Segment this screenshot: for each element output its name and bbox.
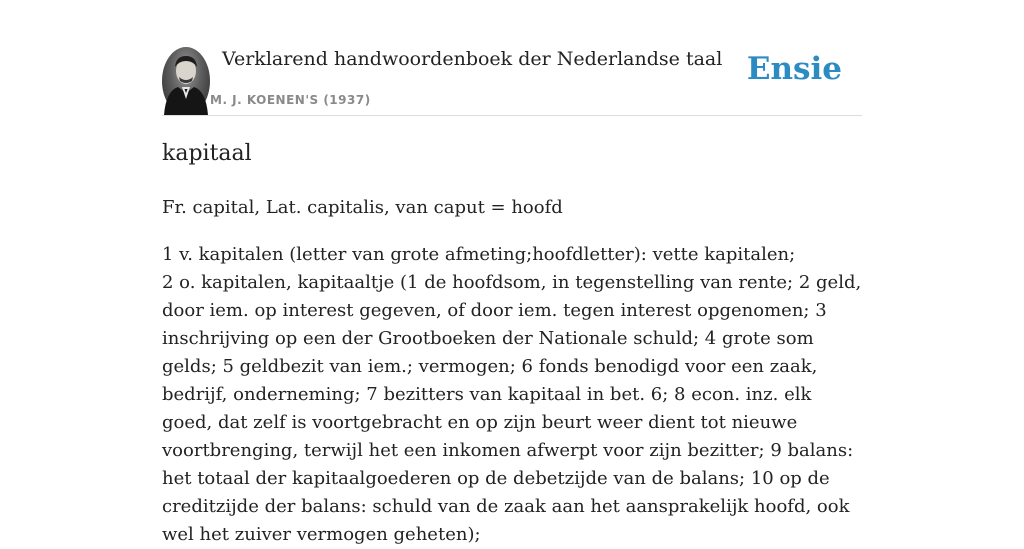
dictionary-header: [162, 46, 862, 116]
brand-logo[interactable]: Ensie: [746, 51, 842, 87]
author-label: M. J. KOENEN'S (1937): [210, 93, 371, 107]
definition-item: 2 o. kapitalen, kapitaaltje (1 de hoofdsom, in tegenstelling van rente; 2 geld, door iem. op interest gegeven, of door iem. tegen interest opgenomen; 3 inschrijving op een der Grootboeken der Nationale schuld; 4 grote som gelds; 5 geldbezit van iem.; vermogen; 6 fonds benodigd voor een zaak, bedrijf, onderneming; 7 bezitters van kapitaal in bet. 6; 8 econ. inz. elk goed, dat zelf is voortgebracht en op zijn beurt weer dient tot nieuwe voortbrenging, terwijl het een inkomen afwerpt voor zijn bezitter; 9 balans: het totaal der kapitaalgoederen op de debetzijde van de balans; 10 op de creditzijde der balans: schuld van de zaak aan het aansprakelijk hoofd, ook wel het zuiver vermogen geheten);: [162, 272, 862, 545]
entry-etymology: Fr. capital, Lat. capitalis, van caput = hoofd: [162, 197, 563, 218]
author-portrait-icon: [162, 47, 210, 115]
dictionary-title: Verklarend handwoordenboek der Nederlandse taal: [222, 48, 723, 70]
entry-headword: kapitaal: [162, 141, 252, 166]
entry-definitions: [162, 241, 862, 549]
definition-item: 1 v. kapitalen (letter van grote afmeting;hoofdletter): vette kapitalen;: [162, 244, 796, 265]
entry-content: [162, 137, 862, 549]
